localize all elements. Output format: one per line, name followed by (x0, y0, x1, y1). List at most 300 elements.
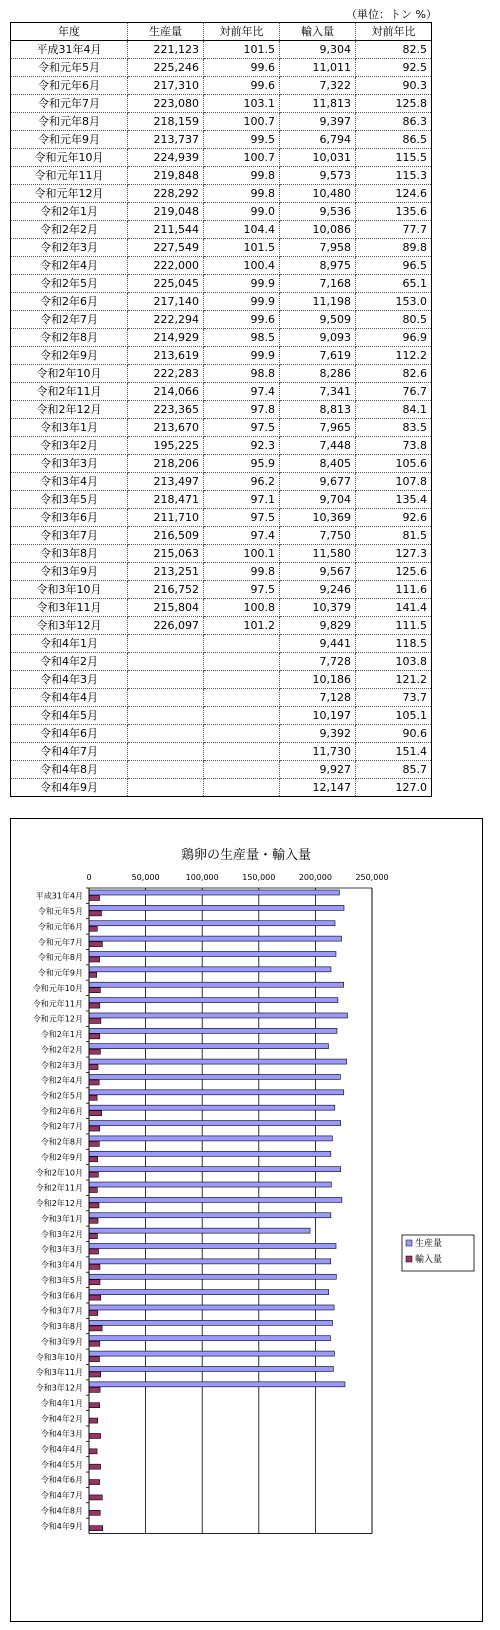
cell-production-yoy: 97.5 (204, 419, 280, 437)
bar-production (89, 1167, 341, 1172)
cell-period: 令和3年12月 (11, 617, 128, 635)
table-row (11, 311, 432, 329)
cell-production: 216,509 (128, 527, 204, 545)
table-row (11, 509, 432, 527)
legend-swatch (406, 1240, 412, 1246)
table-row (11, 59, 432, 77)
cell-imports-yoy: 153.0 (356, 293, 432, 311)
cell-imports-yoy: 82.5 (356, 41, 432, 59)
cell-imports: 7,168 (280, 275, 356, 293)
cell-production: 221,123 (128, 41, 204, 59)
cell-period: 令和2年9月 (11, 347, 128, 365)
table-row (11, 707, 432, 725)
cell-period: 令和2年11月 (11, 383, 128, 401)
cell-imports: 9,567 (280, 563, 356, 581)
bar-production (89, 1105, 335, 1110)
bar-imports (89, 911, 101, 916)
category-label: 令和2年7月 (40, 1122, 83, 1132)
category-label: 令和4年9月 (40, 1521, 83, 1531)
cell-production: 222,283 (128, 365, 204, 383)
bar-imports (89, 1049, 100, 1054)
cell-period: 令和元年7月 (11, 95, 128, 113)
cell-period: 令和元年6月 (11, 77, 128, 95)
header-production: 生産量 (128, 23, 204, 41)
cell-imports: 9,392 (280, 725, 356, 743)
cell-imports-yoy: 80.5 (356, 311, 432, 329)
cell-imports-yoy: 121.2 (356, 671, 432, 689)
table-row (11, 581, 432, 599)
cell-imports: 10,186 (280, 671, 356, 689)
cell-production: 213,251 (128, 563, 204, 581)
cell-production: 215,063 (128, 545, 204, 563)
cell-production-yoy: 101.5 (204, 239, 280, 257)
cell-period: 令和元年10月 (11, 149, 128, 167)
bar-imports (89, 942, 102, 947)
cell-imports: 9,397 (280, 113, 356, 131)
chart-panel (10, 818, 483, 1622)
cell-production: 214,066 (128, 383, 204, 401)
bar-imports (89, 1433, 101, 1438)
cell-production (128, 779, 204, 797)
cell-production-yoy: 100.8 (204, 599, 280, 617)
cell-production (128, 653, 204, 671)
cell-production-yoy: 99.9 (204, 275, 280, 293)
cell-imports: 8,405 (280, 455, 356, 473)
cell-imports: 9,304 (280, 41, 356, 59)
x-tick-label: 200,000 (298, 873, 332, 882)
cell-imports: 7,448 (280, 437, 356, 455)
table-row (11, 239, 432, 257)
bar-imports (89, 1034, 100, 1039)
bar-imports (89, 972, 97, 977)
bar-imports (89, 1526, 103, 1531)
cell-imports: 7,728 (280, 653, 356, 671)
table-row (11, 401, 432, 419)
cell-imports-yoy: 86.3 (356, 113, 432, 131)
cell-imports: 9,441 (280, 635, 356, 653)
table-row (11, 437, 432, 455)
cell-imports-yoy: 118.5 (356, 635, 432, 653)
cell-production: 219,848 (128, 167, 204, 185)
bar-imports (89, 1065, 98, 1070)
cell-imports: 7,322 (280, 77, 356, 95)
category-label: 令和3年11月 (35, 1368, 83, 1378)
cell-imports: 9,093 (280, 329, 356, 347)
cell-imports-yoy: 107.8 (356, 473, 432, 491)
cell-period: 令和3年5月 (11, 491, 128, 509)
table-row (11, 599, 432, 617)
cell-imports-yoy: 73.7 (356, 689, 432, 707)
cell-imports-yoy: 86.5 (356, 131, 432, 149)
category-label: 令和4年1月 (40, 1398, 83, 1408)
cell-production-yoy: 101.2 (204, 617, 280, 635)
cell-period: 令和元年9月 (11, 131, 128, 149)
table-row (11, 527, 432, 545)
cell-production: 225,246 (128, 59, 204, 77)
cell-imports: 8,286 (280, 365, 356, 383)
cell-production (128, 689, 204, 707)
bar-production (89, 1336, 330, 1341)
bar-imports (89, 1310, 98, 1315)
cell-production-yoy (204, 671, 280, 689)
category-label: 令和4年6月 (40, 1475, 83, 1485)
cell-production: 222,294 (128, 311, 204, 329)
cell-production-yoy: 95.9 (204, 455, 280, 473)
cell-imports-yoy: 127.3 (356, 545, 432, 563)
category-label: 令和元年12月 (32, 1014, 83, 1024)
cell-production: 218,206 (128, 455, 204, 473)
cell-imports: 9,677 (280, 473, 356, 491)
cell-production-yoy (204, 707, 280, 725)
bar-production (89, 1044, 328, 1049)
cell-period: 令和2年5月 (11, 275, 128, 293)
cell-imports: 7,958 (280, 239, 356, 257)
cell-imports-yoy: 141.4 (356, 599, 432, 617)
cell-production (128, 635, 204, 653)
legend-swatch (406, 1256, 412, 1262)
header-production-yoy: 対前年比 (204, 23, 280, 41)
cell-production-yoy: 100.4 (204, 257, 280, 275)
cell-production-yoy: 97.4 (204, 527, 280, 545)
cell-production: 211,710 (128, 509, 204, 527)
cell-imports-yoy: 111.6 (356, 581, 432, 599)
cell-production-yoy (204, 725, 280, 743)
cell-period: 令和4年5月 (11, 707, 128, 725)
category-label: 令和2年12月 (35, 1199, 83, 1209)
table-row (11, 545, 432, 563)
cell-imports-yoy: 103.8 (356, 653, 432, 671)
cell-imports: 6,794 (280, 131, 356, 149)
bar-production (89, 1090, 344, 1095)
bar-imports (89, 1111, 102, 1116)
cell-production-yoy: 98.8 (204, 365, 280, 383)
cell-imports-yoy: 105.1 (356, 707, 432, 725)
table-row (11, 635, 432, 653)
bar-imports (89, 1203, 99, 1208)
cell-imports: 10,031 (280, 149, 356, 167)
table-row (11, 725, 432, 743)
cell-imports-yoy: 90.3 (356, 77, 432, 95)
cell-imports-yoy: 111.5 (356, 617, 432, 635)
bar-production (89, 967, 331, 972)
table-row (11, 329, 432, 347)
cell-imports-yoy: 115.3 (356, 167, 432, 185)
cell-period: 令和2年1月 (11, 203, 128, 221)
table-row (11, 419, 432, 437)
table-row (11, 653, 432, 671)
bar-imports (89, 926, 97, 931)
cell-production-yoy: 98.5 (204, 329, 280, 347)
cell-production: 215,804 (128, 599, 204, 617)
cell-imports: 11,198 (280, 293, 356, 311)
table-row (11, 563, 432, 581)
cell-imports: 12,147 (280, 779, 356, 797)
cell-production-yoy: 92.3 (204, 437, 280, 455)
cell-imports-yoy: 92.6 (356, 509, 432, 527)
cell-production-yoy: 97.5 (204, 509, 280, 527)
category-label: 令和4年3月 (40, 1429, 83, 1439)
category-label: 令和2年6月 (40, 1106, 83, 1116)
cell-production-yoy: 99.0 (204, 203, 280, 221)
cell-imports: 7,750 (280, 527, 356, 545)
category-label: 令和3年7月 (40, 1306, 83, 1316)
bar-imports (89, 1080, 99, 1085)
cell-imports-yoy: 73.8 (356, 437, 432, 455)
bar-production (89, 1059, 347, 1064)
category-label: 令和2年2月 (40, 1045, 83, 1055)
category-label: 令和3年12月 (35, 1383, 83, 1393)
category-label: 令和2年10月 (35, 1168, 83, 1178)
cell-production-yoy: 99.6 (204, 59, 280, 77)
bar-production (89, 905, 344, 910)
bar-production (89, 1244, 336, 1249)
table-row (11, 149, 432, 167)
cell-period: 令和4年9月 (11, 779, 128, 797)
table-row (11, 779, 432, 797)
table-header-row (11, 23, 432, 41)
bar-imports (89, 1357, 99, 1362)
bar-imports (89, 1403, 100, 1408)
x-tick-label: 250,000 (355, 873, 389, 882)
cell-production-yoy: 97.4 (204, 383, 280, 401)
bar-imports (89, 1018, 101, 1023)
category-label: 令和元年11月 (32, 999, 83, 1009)
category-label: 令和2年3月 (40, 1060, 83, 1070)
category-label: 令和3年5月 (40, 1275, 83, 1285)
cell-imports: 9,573 (280, 167, 356, 185)
cell-period: 令和4年7月 (11, 743, 128, 761)
cell-production: 217,310 (128, 77, 204, 95)
cell-imports: 10,086 (280, 221, 356, 239)
cell-production: 222,000 (128, 257, 204, 275)
bar-imports (89, 1464, 101, 1469)
bar-production (89, 1290, 329, 1295)
chart-title: 鶏卵の生産量・輸入量 (180, 848, 312, 863)
bar-imports (89, 1295, 101, 1300)
bar-imports (89, 1172, 98, 1177)
bar-imports (89, 957, 100, 962)
cell-production: 213,497 (128, 473, 204, 491)
table-row (11, 185, 432, 203)
cell-production-yoy: 99.6 (204, 311, 280, 329)
cell-production-yoy (204, 761, 280, 779)
cell-production (128, 671, 204, 689)
cell-period: 令和2年2月 (11, 221, 128, 239)
bar-imports (89, 1449, 97, 1454)
table-row (11, 491, 432, 509)
cell-period: 令和元年8月 (11, 113, 128, 131)
cell-imports: 9,704 (280, 491, 356, 509)
bar-imports (89, 1141, 99, 1146)
cell-imports: 9,536 (280, 203, 356, 221)
cell-imports: 9,509 (280, 311, 356, 329)
cell-imports-yoy: 124.6 (356, 185, 432, 203)
table-row (11, 113, 432, 131)
bar-production (89, 1013, 347, 1018)
cell-period: 令和4年6月 (11, 725, 128, 743)
category-label: 令和4年8月 (40, 1506, 83, 1516)
cell-imports-yoy: 90.6 (356, 725, 432, 743)
cell-imports-yoy: 81.5 (356, 527, 432, 545)
cell-production-yoy: 99.5 (204, 131, 280, 149)
category-label: 令和4年7月 (40, 1491, 83, 1501)
cell-production-yoy: 97.5 (204, 581, 280, 599)
cell-imports-yoy: 105.6 (356, 455, 432, 473)
bar-production (89, 1228, 310, 1233)
category-label: 令和2年8月 (40, 1137, 83, 1147)
bar-imports (89, 1249, 99, 1254)
cell-period: 令和2年8月 (11, 329, 128, 347)
cell-period: 令和3年2月 (11, 437, 128, 455)
cell-production-yoy: 100.7 (204, 149, 280, 167)
bar-imports (89, 1341, 100, 1346)
cell-production: 213,619 (128, 347, 204, 365)
table-row (11, 473, 432, 491)
cell-production-yoy (204, 635, 280, 653)
cell-production (128, 761, 204, 779)
category-label: 令和元年5月 (37, 907, 83, 917)
cell-imports-yoy: 125.6 (356, 563, 432, 581)
cell-production: 226,097 (128, 617, 204, 635)
cell-production-yoy: 100.7 (204, 113, 280, 131)
table-row (11, 671, 432, 689)
cell-imports: 9,927 (280, 761, 356, 779)
cell-period: 令和2年6月 (11, 293, 128, 311)
category-label: 令和元年7月 (37, 937, 83, 947)
bar-imports (89, 988, 100, 993)
cell-imports-yoy: 89.8 (356, 239, 432, 257)
cell-imports: 10,480 (280, 185, 356, 203)
cell-imports: 7,128 (280, 689, 356, 707)
bar-production (89, 1136, 332, 1141)
cell-production: 213,737 (128, 131, 204, 149)
bar-imports (89, 1480, 100, 1485)
cell-production: 217,140 (128, 293, 204, 311)
cell-imports: 10,379 (280, 599, 356, 617)
bar-imports (89, 1003, 100, 1008)
cell-imports-yoy: 92.5 (356, 59, 432, 77)
cell-period: 令和4年1月 (11, 635, 128, 653)
cell-imports-yoy: 84.1 (356, 401, 432, 419)
cell-production-yoy (204, 779, 280, 797)
cell-production-yoy (204, 689, 280, 707)
cell-imports: 10,369 (280, 509, 356, 527)
category-label: 令和3年6月 (40, 1291, 83, 1301)
category-label: 令和元年9月 (37, 968, 83, 978)
bar-imports (89, 1234, 97, 1239)
cell-production-yoy: 104.4 (204, 221, 280, 239)
table-row (11, 221, 432, 239)
cell-period: 令和2年7月 (11, 311, 128, 329)
cell-period: 令和2年12月 (11, 401, 128, 419)
cell-production: 195,225 (128, 437, 204, 455)
cell-period: 令和2年3月 (11, 239, 128, 257)
cell-production-yoy: 99.8 (204, 563, 280, 581)
bar-production (89, 982, 344, 987)
category-label: 令和2年4月 (40, 1076, 83, 1086)
cell-period: 令和4年4月 (11, 689, 128, 707)
cell-imports: 11,730 (280, 743, 356, 761)
table-row (11, 365, 432, 383)
cell-period: 令和3年6月 (11, 509, 128, 527)
bar-imports (89, 1372, 101, 1377)
cell-imports-yoy: 76.7 (356, 383, 432, 401)
bar-chart (11, 819, 482, 1621)
cell-period: 令和3年3月 (11, 455, 128, 473)
header-imports-yoy: 対前年比 (356, 23, 432, 41)
x-tick-label: 50,000 (131, 873, 160, 882)
header-imports: 輸入量 (280, 23, 356, 41)
cell-imports-yoy: 112.2 (356, 347, 432, 365)
cell-imports: 7,619 (280, 347, 356, 365)
header-period: 年度 (11, 23, 128, 41)
cell-imports: 8,975 (280, 257, 356, 275)
cell-period: 令和3年4月 (11, 473, 128, 491)
table-row (11, 347, 432, 365)
cell-production-yoy: 99.6 (204, 77, 280, 95)
bar-production (89, 1151, 331, 1156)
legend-label: 生産量 (415, 1239, 443, 1249)
cell-imports: 9,246 (280, 581, 356, 599)
x-tick-label: 0 (86, 873, 92, 882)
bar-imports (89, 1280, 100, 1285)
cell-period: 令和元年12月 (11, 185, 128, 203)
category-label: 令和元年10月 (32, 983, 83, 993)
category-label: 令和4年5月 (40, 1460, 83, 1470)
bar-imports (89, 896, 100, 901)
x-tick-label: 100,000 (185, 873, 219, 882)
bar-production (89, 1305, 334, 1310)
bar-production (89, 1028, 337, 1033)
cell-imports-yoy: 82.6 (356, 365, 432, 383)
cell-production: 219,048 (128, 203, 204, 221)
cell-period: 令和3年1月 (11, 419, 128, 437)
cell-period: 令和3年7月 (11, 527, 128, 545)
cell-imports-yoy: 96.9 (356, 329, 432, 347)
bar-production (89, 890, 339, 895)
table-row (11, 203, 432, 221)
table-row (11, 383, 432, 401)
category-label: 令和3年4月 (40, 1260, 83, 1270)
unit-note: （単位：トン %） (346, 8, 437, 21)
cell-period: 令和2年4月 (11, 257, 128, 275)
cell-production-yoy: 99.9 (204, 347, 280, 365)
cell-imports: 11,580 (280, 545, 356, 563)
table-row (11, 761, 432, 779)
cell-production: 227,549 (128, 239, 204, 257)
bar-production (89, 1259, 331, 1264)
category-label: 令和2年9月 (40, 1152, 83, 1162)
cell-production-yoy (204, 653, 280, 671)
category-label: 令和3年10月 (35, 1352, 83, 1362)
bar-production (89, 1197, 342, 1202)
bar-imports (89, 1326, 102, 1331)
category-label: 平成31年4月 (35, 891, 83, 901)
cell-period: 令和3年10月 (11, 581, 128, 599)
cell-imports-yoy: 65.1 (356, 275, 432, 293)
cell-production: 223,080 (128, 95, 204, 113)
cell-production-yoy (204, 743, 280, 761)
category-label: 令和元年6月 (37, 922, 83, 932)
data-table (10, 22, 432, 797)
bar-production (89, 1366, 333, 1371)
cell-production-yoy: 99.9 (204, 293, 280, 311)
cell-production-yoy: 96.2 (204, 473, 280, 491)
bar-imports (89, 1510, 100, 1515)
cell-production: 218,471 (128, 491, 204, 509)
cell-period: 令和元年11月 (11, 167, 128, 185)
table-row (11, 743, 432, 761)
